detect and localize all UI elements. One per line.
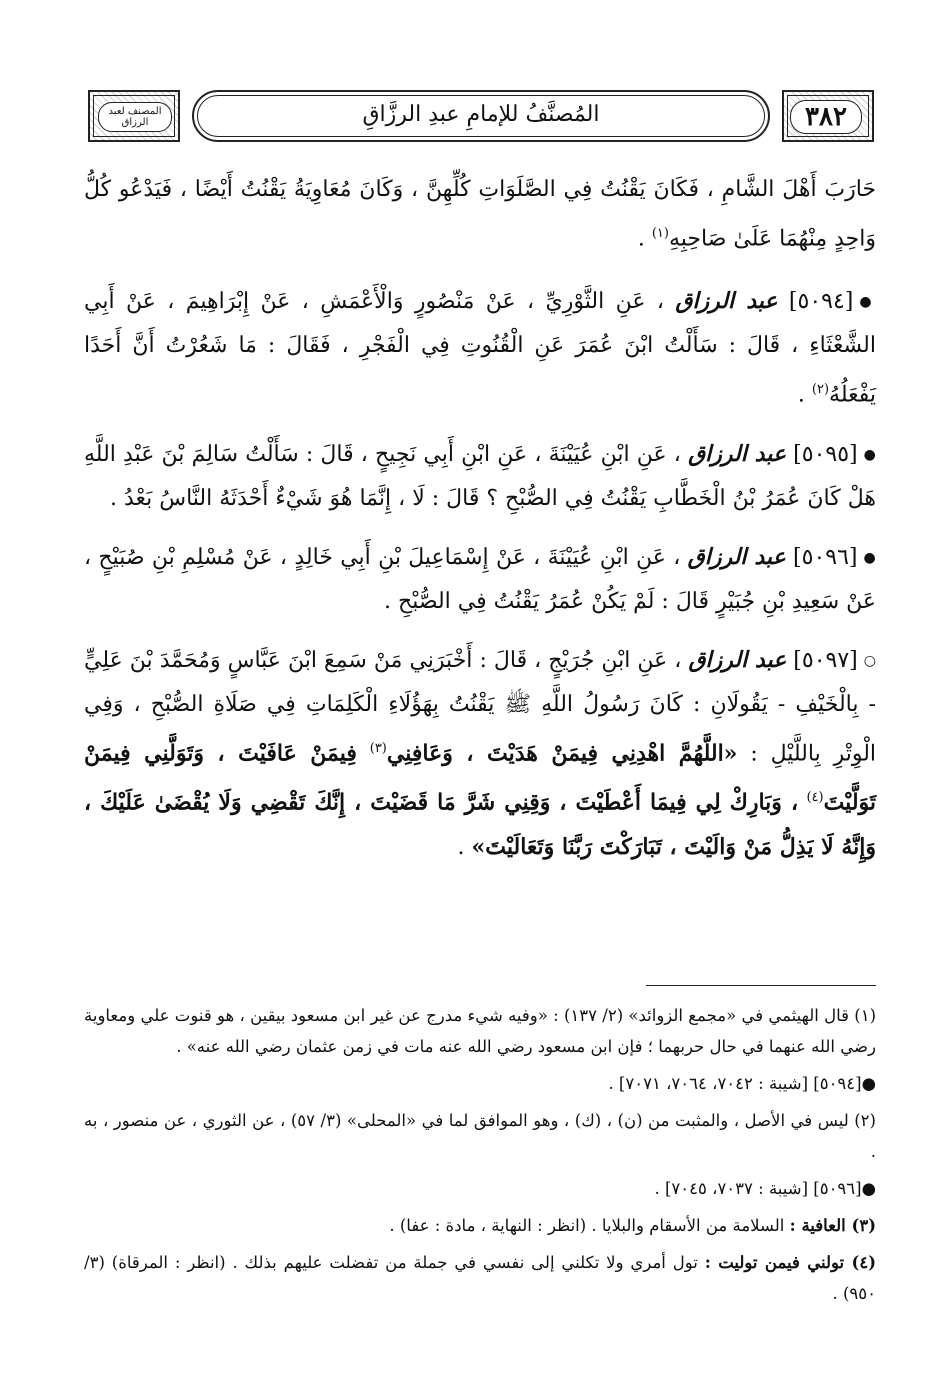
reference-5094: ●[٥٠٩٤] [شيبة : ٧٠٤٢، ٧٠٦٤، ٧٠٧١] . bbox=[608, 1074, 876, 1093]
header-title-frame bbox=[192, 90, 770, 142]
footnotes bbox=[84, 1000, 876, 1315]
hadith-marker: ○ bbox=[863, 652, 876, 669]
hadith-text: ، عَنِ ابْنِ عُيَيْنَةَ ، عَنْ إِسْمَاعِيلَ بْنِ أَبِي خَالِدٍ ، عَنْ مُسْلِمِ بْنِ صُبَيْحٍ ، عَنْ سَعِيدِ بْنِ جُبَيْرٍ قَالَ : لَمْ يَكُنْ عُمَرُ يَقْنُتُ فِي الصُّبْحِ . bbox=[84, 544, 876, 614]
footnote-ref-1[interactable]: (١) bbox=[651, 226, 669, 241]
page-number: ٣٨٢ bbox=[790, 100, 862, 134]
narrator-name: عبد الرزاق bbox=[675, 288, 778, 315]
hadith-end: . bbox=[797, 382, 812, 408]
book-title-ornament: المصنف لعبد الرزاق bbox=[98, 102, 172, 132]
continuation-text: حَارَبَ أَهْلَ الشَّامِ ، فَكَانَ يَقْنُتُ فِي الصَّلَوَاتِ كُلِّهِنَّ ، وَكَانَ مُعَاوِيَةُ يَقْنُتُ أَيْضًا ، فَيَدْعُو كُلُّ وَاحِدٍ مِنْهُمَا عَلَىٰ صَاحِبِهِ bbox=[84, 177, 876, 252]
header-ornament-left bbox=[88, 90, 180, 142]
footnote-4-text: تول أمري ولا تكلني إلى نفسي في جملة من تفضلت عليهم بذلك . (انظر : المرقاة) (٣/ ٩٥٠) . bbox=[84, 1253, 876, 1303]
hadith-marker: ● bbox=[859, 294, 876, 311]
main-text bbox=[84, 168, 876, 884]
narrator-name: عبد الرزاق bbox=[688, 440, 786, 467]
footnote-3-term: (٣) العافية : bbox=[789, 1216, 876, 1235]
hadith-5095 bbox=[84, 432, 876, 521]
dua-text-1: «اللَّهُمَّ اهْدِنِي فِيمَنْ هَدَيْتَ ، وَعَافِنِي bbox=[386, 739, 738, 766]
hadith-marker: ● bbox=[863, 446, 876, 463]
footnote-4-term: (٤) تولني فيمن توليت : bbox=[704, 1253, 876, 1272]
footnote-ref-4[interactable]: (٤) bbox=[806, 789, 824, 805]
hadith-text: ، عَنِ ابْنِ جُرَيْجٍ ، قَالَ : أَخْبَرَنِي مَنْ سَمِعَ ابْنَ عَبَّاسٍ وَمُحَمَّدَ بْنَ عَلِيٍّ - بِالْخَيْفِ - يَقُولَانِ : كَانَ رَسُولُ اللَّهِ ﷺ يَقْنُتُ بِهَؤُلَاءِ الْكَلِمَاتِ فِي صَلَاةِ الصُّبْحِ ، وَفِي الْوِتْرِ بِاللَّيْلِ : bbox=[84, 647, 877, 766]
hadith-5097 bbox=[84, 638, 876, 871]
continuation-paragraph bbox=[84, 168, 876, 261]
continuation-end: . bbox=[637, 226, 652, 252]
header-ornament-right bbox=[782, 90, 874, 142]
hadith-text: ، عَنِ ابْنِ عُيَيْنَةَ ، عَنِ ابْنِ أَبِي نَجِيحٍ ، قَالَ : سَأَلْتُ سَالِمَ بْنَ عَبْدِ اللَّهِ هَلْ كَانَ عُمَرُ بْنُ الْخَطَّابِ يَقْنُتُ فِي الصُّبْحِ ؟ قَالَ : لَا ، إِنَّمَا هُوَ شَيْءٌ أَحْدَثَهُ النَّاسُ بَعْدُ . bbox=[84, 441, 876, 511]
dua-text-3: ، وَبَارِكْ لِي فِيمَا أَعْطَيْتَ ، وَقِنِي شَرَّ مَا قَضَيْتَ ، إِنَّكَ تَقْضِي وَلَا يُقْضَىٰ عَلَيْكَ ، وَإِنَّهُ لَا يَذِلُّ مَنْ وَالَيْتَ ، تَبَارَكْتَ رَبَّنَا وَتَعَالَيْتَ» bbox=[84, 789, 876, 861]
footnote-4 bbox=[84, 1247, 876, 1309]
dua-text-2: فِيمَنْ عَافَيْتَ ، وَتَوَلَّنِي فِيمَنْ تَوَلَّيْتَ bbox=[84, 739, 877, 816]
hadith-number: [٥٠٩٧] bbox=[793, 647, 858, 673]
footnote-3 bbox=[84, 1210, 876, 1241]
hadith-number: [٥٠٩٦] bbox=[793, 544, 858, 570]
reference-5096: ●[٥٠٩٦] [شيبة : ٧٠٣٧، ٧٠٤٥] . bbox=[654, 1179, 876, 1198]
page-header bbox=[88, 88, 874, 150]
hadith-number: [٥٠٩٤] bbox=[788, 289, 854, 315]
running-title: المُصنَّفُ للإمامِ عبدِ الرزَّاقِ bbox=[362, 102, 600, 127]
hadith-number: [٥٠٩٥] bbox=[793, 441, 858, 467]
footnote-1: (١) قال الهيثمي في «مجمع الزوائد» (٢/ ١٣٧) : «وفيه شيء مدرج عن غير ابن مسعود بيقين ، هو قنوت علي ومعاوية رضي الله عنهما في حال حربهما ؛ فإن ابن مسعود رضي الله عنه مات في زمن عثمان رضي الله عنه» . bbox=[84, 1006, 876, 1056]
hadith-5094 bbox=[84, 279, 876, 417]
footnote-ref-3[interactable]: (٣) bbox=[369, 740, 387, 756]
footnote-divider bbox=[646, 985, 876, 986]
hadith-end: . bbox=[457, 835, 472, 861]
hadith-5096 bbox=[84, 535, 876, 624]
narrator-name: عبد الرزاق bbox=[688, 646, 787, 673]
footnote-3-text: السلامة من الأسقام والبلايا . (انظر : النهاية ، مادة : عفا) . bbox=[389, 1216, 790, 1235]
footnote-ref-2[interactable]: (٢) bbox=[811, 382, 830, 398]
hadith-text: ، عَنِ الثَّوْرِيِّ ، عَنْ مَنْصُورٍ وَالْأَعْمَشِ ، عَنْ إِبْرَاهِيمَ ، عَنْ أَبِي الشَّعْثَاءِ ، قَالَ : سَأَلْتُ ابْنَ عُمَرَ عَنِ الْقُنُوتِ فِي الْفَجْرِ ، فَقَالَ : مَا شَعُرْتُ أَنَّ أَحَدًا يَفْعَلُهُ bbox=[84, 289, 876, 408]
hadith-marker: ● bbox=[863, 549, 877, 566]
narrator-name: عبد الرزاق bbox=[687, 543, 786, 570]
footnote-2: (٢) ليس في الأصل ، والمثبت من (ن) ، (ك) ، وهو الموافق لما في «المحلى» (٣/ ٥٧) ، عن الثوري ، عن منصور ، به . bbox=[84, 1111, 876, 1161]
